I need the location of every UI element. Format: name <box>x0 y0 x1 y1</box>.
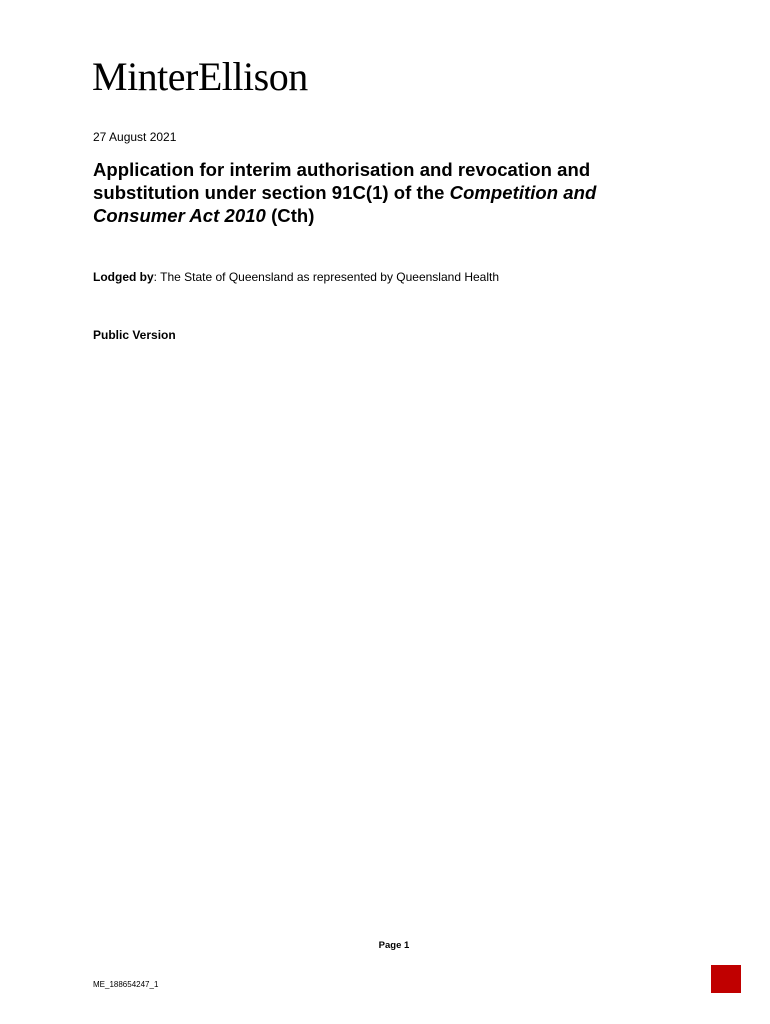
minter-ellison-logo: MinterEllison <box>92 54 308 99</box>
document-date: 27 August 2021 <box>93 130 177 144</box>
lodged-by-label: Lodged by <box>93 270 154 284</box>
document-title <box>93 158 693 227</box>
brand-red-square-icon <box>711 965 741 993</box>
title-text-part1: Application for interim authorisation and revocation and substitution under section 91C(1) of the <box>93 159 591 203</box>
lodged-by-value: : The State of Queensland as represented by Queensland Health <box>153 270 500 284</box>
title-act-name: Competition and Consumer Act 2010 <box>93 182 597 226</box>
page-number: Page 1 <box>378 940 410 951</box>
lodged-by-line <box>93 270 499 285</box>
public-version-label: Public Version <box>93 328 176 342</box>
document-reference: ME_188654247_1 <box>93 980 159 989</box>
title-text-part2: (Cth) <box>265 205 315 226</box>
